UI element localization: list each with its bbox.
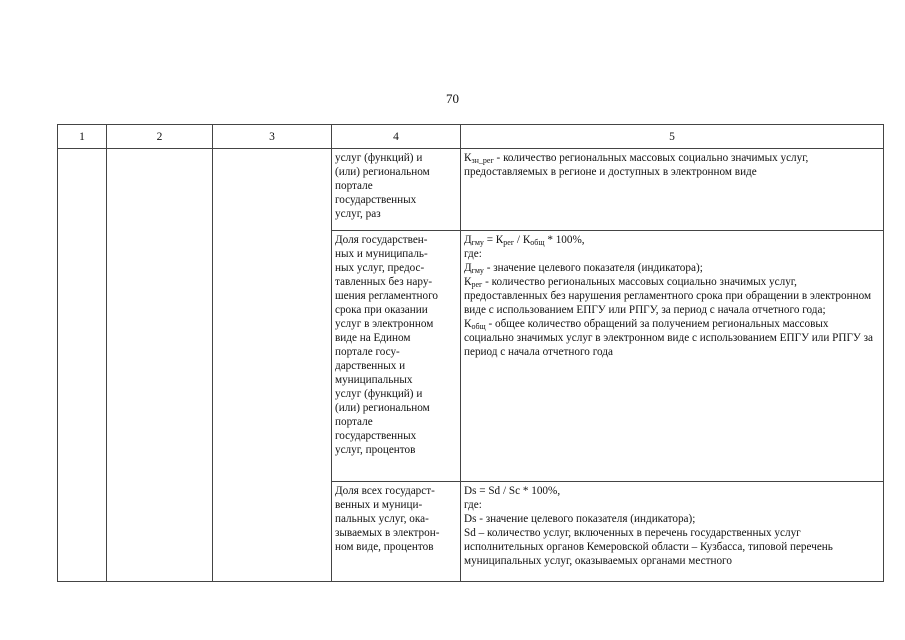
indicator-name: Доля всех государст- венных и муници- пальных услуг, ока- зываемых в электрон- ном виде, процентов <box>335 485 440 553</box>
formula: $Д_{гму} = К_{рег} / К_{общ} * 100\%$, <box>464 234 585 247</box>
header-row <box>58 125 884 149</box>
method-cell <box>461 149 884 231</box>
formula: Ds = Sd / Sc * 100%, <box>464 485 561 497</box>
definition-line: $Д_{гму}$ - значение целевого показателя (индикатора); <box>464 262 703 275</box>
col-3-cell <box>213 149 332 582</box>
definition-line: $К_{рег}$ - количество региональных массовых социально значимых услуг, предоставленных без нарушения регламентного срока при обращении в электронном виде с использованием ЕПГУ или РПГУ, за период с начала отчетного года; <box>464 276 872 316</box>
indicator-name-cell <box>332 482 461 582</box>
header-col-5: 5 <box>461 125 884 149</box>
definition-line: $К_{зн\_рег}$ - количество региональных массовых социально значимых услуг, предоставляемых в регионе и доступных в электронном виде <box>464 152 809 178</box>
page-number: 70 <box>446 91 459 106</box>
col-1-cell <box>58 149 107 582</box>
definition-line: Sd – количество услуг, включенных в перечень государственных услуг исполнительных органов Кемеровской области – Кузбасса, типовой перечень муниципальных услуг, оказываемых органами местного <box>464 527 833 567</box>
table-row <box>58 149 884 231</box>
definition-line: $К_{общ}$ - общее количество обращений за получением региональных массовых социально значимых услуг в электронном виде с использованием ЕПГУ или РПГУ за период с начала отчетного года <box>464 318 874 358</box>
header-col-3: 3 <box>213 125 332 149</box>
header-col-2: 2 <box>107 125 213 149</box>
indicator-name: Доля государствен- ных и муниципаль- ных услуг, предос- тавленных без нару- шения регламентного срока при оказании услуг в электронном виде на Едином портале госу- дарственных и муниципальных услуг (функций) и (или) региональном портале государственных услуг, процентов <box>335 234 439 456</box>
header-col-4: 4 <box>332 125 461 149</box>
indicator-name: услуг (функций) и (или) региональном портале государственных услуг, раз <box>335 152 430 220</box>
indicator-table <box>57 124 884 582</box>
where-label: где: <box>464 248 482 260</box>
definition-line: Ds - значение целевого показателя (индикатора); <box>464 513 696 525</box>
indicator-name-cell <box>332 149 461 231</box>
where-label: где: <box>464 499 482 511</box>
header-col-1: 1 <box>58 125 107 149</box>
indicator-name-cell <box>332 231 461 482</box>
method-cell <box>461 231 884 482</box>
col-2-cell <box>107 149 213 582</box>
method-cell <box>461 482 884 582</box>
